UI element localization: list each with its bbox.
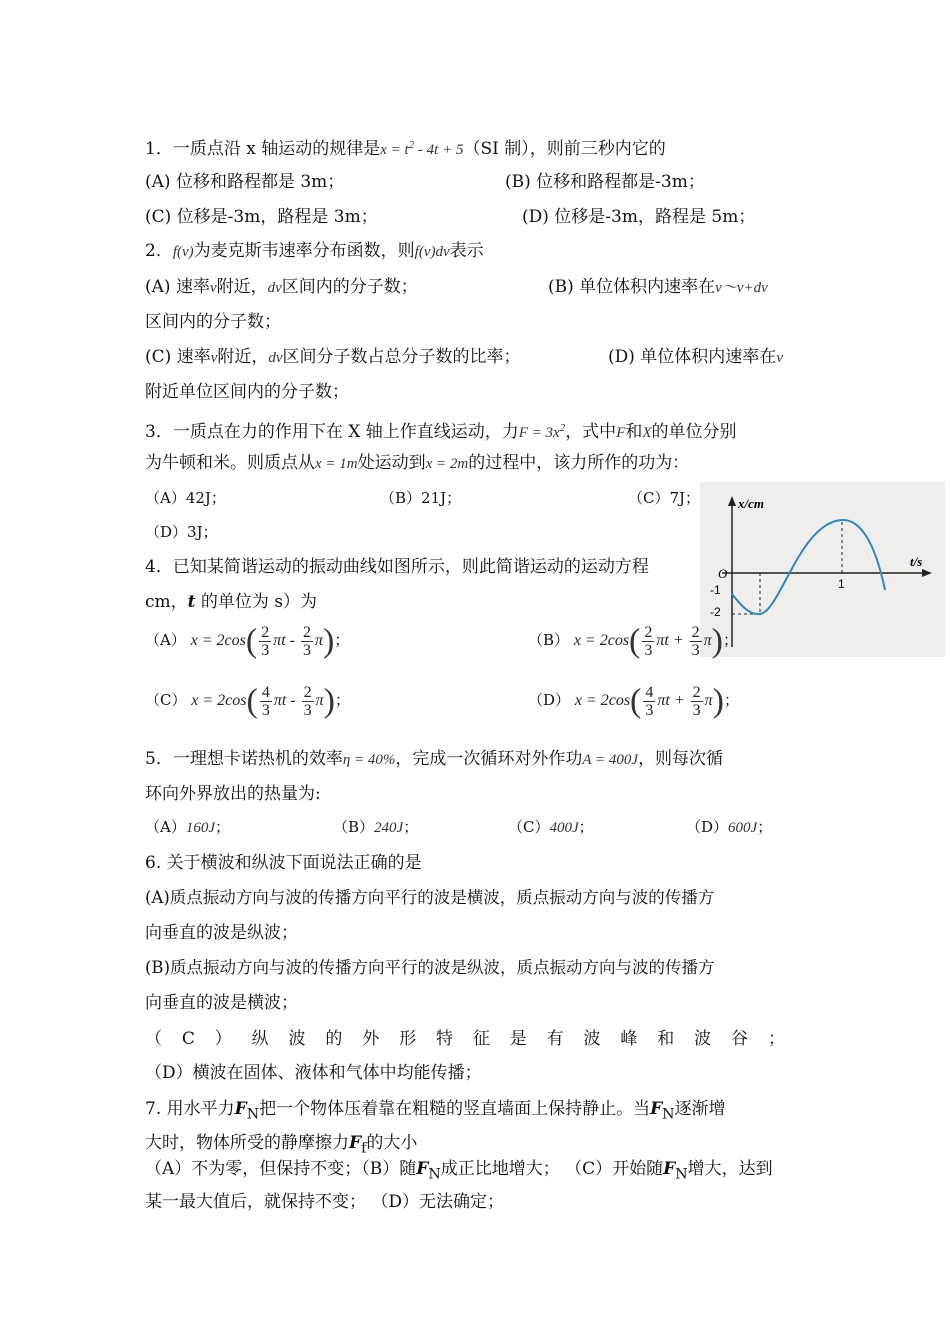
q7-options: （A）不为零，但保持不变；（B）随$F_N$成正比地增大； （C）开始随$F_N$增大，达到 [145,1159,773,1183]
q5-option-b: （B）240J； [333,818,419,836]
q4-option-b: （B） x = 2cos( $\frac{2}{3}$ πt + $\frac{2}{3}$ π)； [528,622,738,660]
q4-a-formula: x = 2cos( $\frac{2}{3}$ πt - $\frac{2}{3}$ π) [190,622,335,660]
q7-stem: 7. 用水平力$F_N$把一个物体压着靠在粗糙的竖直墙面上保持静止。当$F_N$逐渐增 [145,1099,726,1123]
q3-option-c: （C）7J； [628,489,701,507]
q2-fvdv: f(v)dv [414,244,450,260]
y-axis-arrow [728,496,736,506]
q1-stem [145,134,666,161]
q2-option-d: (D) 单位体积内速率在v [608,347,783,367]
y-axis-label: x/cm [738,496,764,511]
q7-options-cont: 某一最大值后，就保持不变； （D）无法确定； [145,1192,505,1212]
y-tick-1: -1 [710,583,721,597]
q4-stem-line2: cm，t 的单位为 s）为 [145,592,318,612]
q2-option-d-cont: 附近单位区间内的分子数； [145,382,349,402]
q6-option-b-cont: 向垂直的波是横波； [145,993,298,1013]
q3-force: $F = 3x^2$ [518,422,566,441]
q6-option-a: (A)质点振动方向与波的传播方向平行的波是横波，质点振动方向与波的传播方 [145,888,715,907]
q5-stem-line2: 环向外界放出的热量为: [145,784,321,804]
q5-option-a: （A）160J； [145,818,231,836]
q1-stem-text: 1．一质点沿 x 轴运动的规律是 [145,139,381,159]
q3-option-b: （B）21J； [380,489,462,507]
q7-stem-line2: 大时，物体所受的静摩擦力$F_f$的大小 [145,1133,418,1157]
origin-label: O [718,566,728,581]
q6-option-c: （ C ） 纵 波 的 外 形 特 征 是 有 波 峰 和 波 谷 ； [145,1029,785,1049]
q6-option-d: （D）横波在固体、液体和气体中均能传播； [145,1063,482,1083]
q1-option-c: (C) 位移是-3m，路程是 3m； [145,207,378,227]
q4-b-formula: x = 2cos( $\frac{2}{3}$ πt + $\frac{2}{3}$ π) [573,622,723,660]
q4-stem: 4．已知某简谐运动的振动曲线如图所示，则此简谐运动的运动方程 [145,557,649,577]
vibration-curve [732,520,885,614]
q6-stem: 6. 关于横波和纵波下面说法正确的是 [145,853,422,873]
q4-option-d: （D） x = 2cos( $\frac{4}{3}$ πt + $\frac{2}{3}$ π)； [528,682,739,720]
q2-option-a: (A) 速率v附近，dv区间内的分子数； [145,277,418,297]
q5-option-c: （C）400J； [508,818,594,836]
q2-fv: f(v) [172,244,194,260]
q1-option-b: (B) 位移和路程都是-3m； [505,172,705,192]
x-axis-label: t/s [910,554,923,569]
y-tick-2: -2 [710,605,721,619]
q4-option-c: （C） x = 2cos( $\frac{4}{3}$ πt - $\frac{2}{3}$ π)； [145,682,350,720]
x-axis-arrow [922,569,932,577]
q1-stem-tail: （SI 制），则前三秒内它的 [463,139,666,159]
q3-stem-line2: 为牛顿和米。则质点从x = 1m处运动到x = 2m的过程中，该力所作的功为： [145,453,690,473]
q2-option-c: (C) 速率v附近，dv区间分子数占总分子数的比率； [145,347,521,367]
q6-option-b: (B)质点振动方向与波的传播方向平行的波是纵波，质点振动方向与波的传播方 [145,958,715,977]
q2-option-b: (B) 单位体积内速率在v～v+dv [548,277,768,297]
q4-option-a: （A） x = 2cos( $\frac{2}{3}$ πt - $\frac{2}{3}$ π)； [145,622,350,660]
q5-option-d: （D）600J； [686,818,773,836]
x-tick-1: 1 [838,577,845,591]
q3-option-a: （A）42J； [145,489,226,507]
q4-d-formula: x = 2cos( $\frac{4}{3}$ πt + $\frac{2}{3}$ π) [574,682,724,720]
q6-option-a-cont: 向垂直的波是纵波； [145,923,298,943]
q1-option-d: (D) 位移是-3m，路程是 5m； [522,207,756,227]
q1-formula: $x = t^2 - 4t + 5$ [380,139,464,158]
q5-stem: 5．一理想卡诺热机的效率η = 40%，完成一次循环对外作功A = 400J，则每次循 [145,749,724,769]
q2-option-b-cont: 区间内的分子数； [145,312,281,332]
q2-stem: 2．f(v)为麦克斯韦速率分布函数，则f(v)dv表示 [145,241,484,261]
q4-c-formula: x = 2cos( $\frac{4}{3}$ πt - $\frac{2}{3}$ π) [191,682,335,720]
q1-option-a: (A) 位移和路程都是 3m； [145,172,345,192]
q3-option-d: （D）3J； [145,523,218,541]
q3-stem: 3．一质点在力的作用下在 X 轴上作直线运动，力$F = 3x^2$，式中F和X的单位分别 [145,422,737,442]
